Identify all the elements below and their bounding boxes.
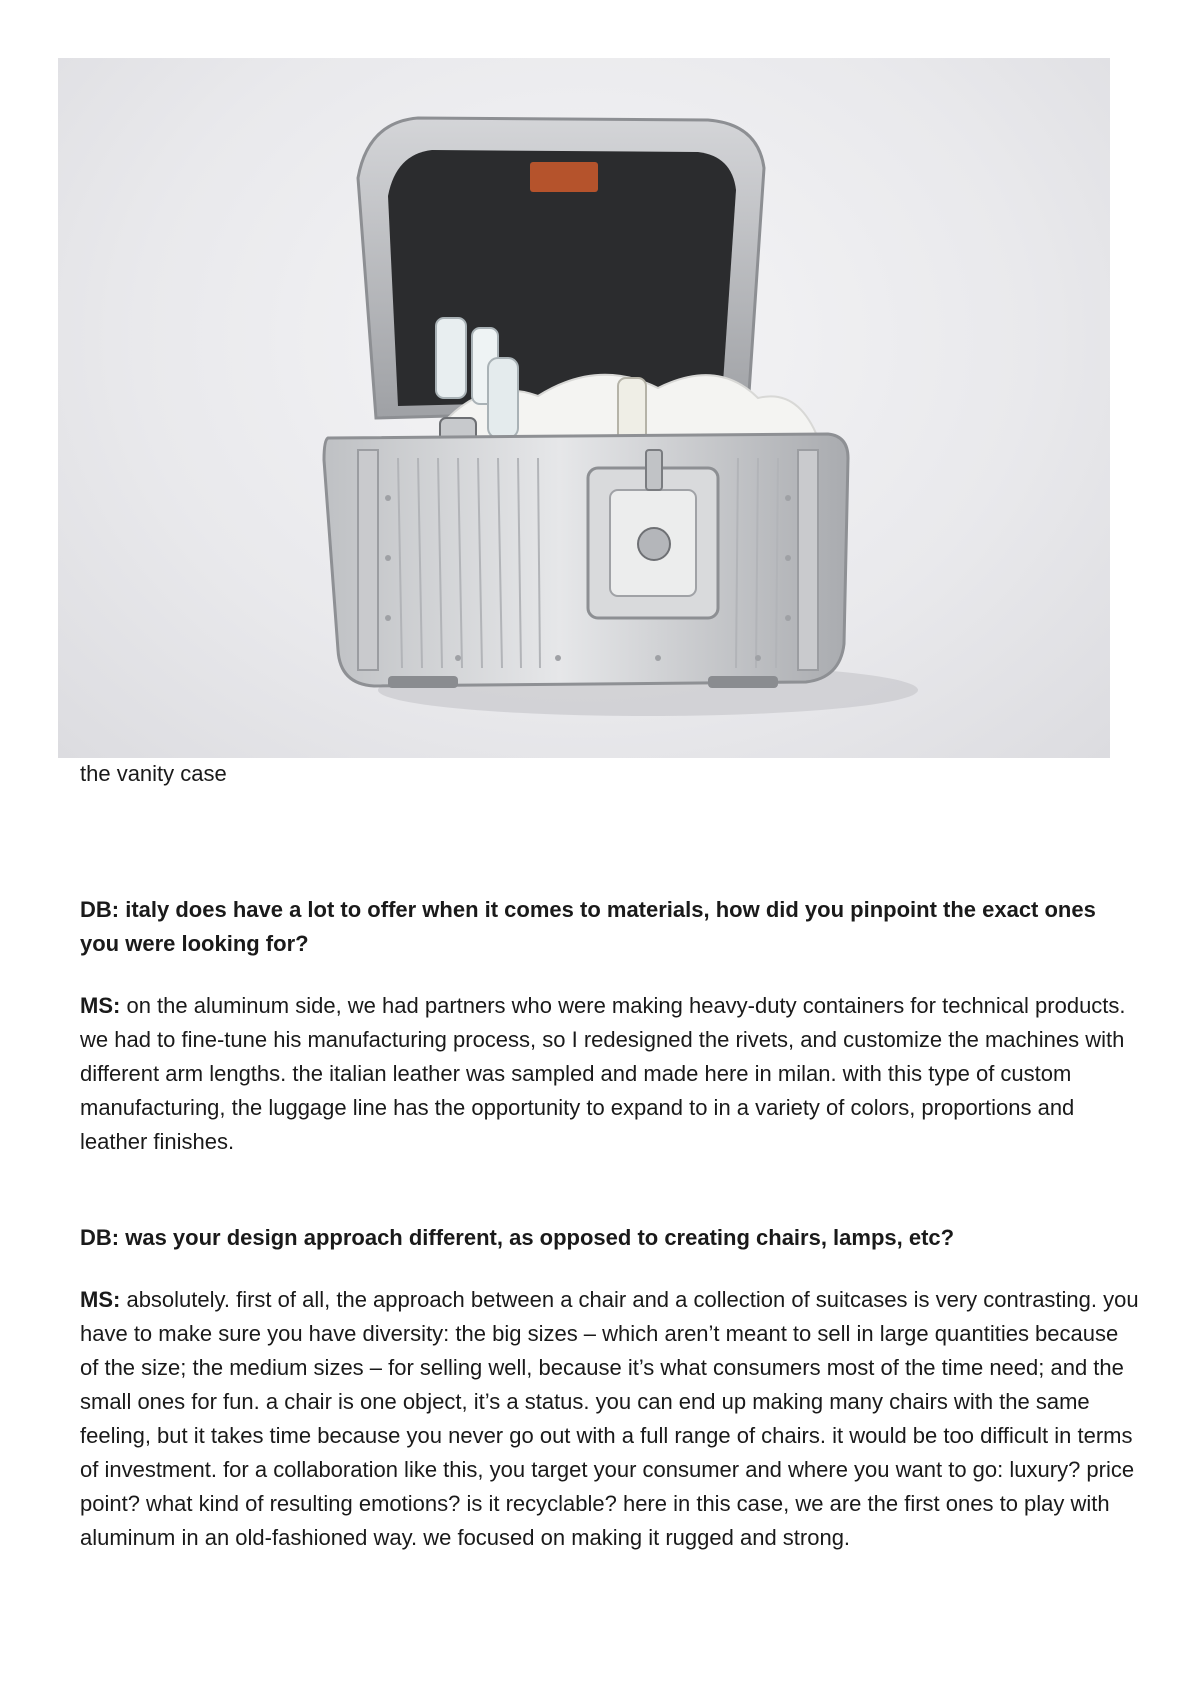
- speaker-label: MS:: [80, 993, 121, 1018]
- question-text: was your design approach different, as opposed to creating chairs, lamps, etc?: [125, 1225, 955, 1250]
- speaker-label: DB:: [80, 1225, 120, 1250]
- answer-text: on the aluminum side, we had partners who were making heavy-duty containers for technical products. we had to fine-tune his manufacturing process, so I redesigned the rivets, and customize the machines with different arm lengths. the italian leather was sampled and made here in milan. with this type of custom manufacturing, the luggage line has the opportunity to expand to in a variety of colors, proportions and leather finishes.: [80, 993, 1126, 1154]
- vanity-case-photo: [58, 58, 1110, 758]
- question-2: [80, 1221, 1140, 1255]
- photo-caption: the vanity case: [80, 761, 227, 786]
- answer-2: [80, 1283, 1140, 1555]
- speaker-label: DB:: [80, 897, 120, 922]
- answer-text: absolutely. first of all, the approach between a chair and a collection of suitcases is very contrasting. you have to make sure you have diversity: the big sizes – which aren’t meant to sell in large quantities because of the size; the medium sizes – for selling well, because it’s what consumers most of the time need; and the small ones for fun. a chair is one object, it’s a status. you can end up making many chairs with the same feeling, but it takes time because you never go out with a full range of chairs. it would be too difficult in terms of investment. for a collaboration like this, you target your consumer and where you want to go: luxury? price point? what kind of resulting emotions? is it recyclable? here in this case, we are the first ones to play with aluminum in an old-fashioned way. we focused on making it rugged and strong.: [80, 1287, 1139, 1550]
- speaker-label: MS:: [80, 1287, 121, 1312]
- vanity-case-illustration: [58, 58, 1110, 758]
- question-1: [80, 893, 1140, 961]
- question-text: italy does have a lot to offer when it comes to materials, how did you pinpoint the exact ones you were looking for?: [80, 897, 1096, 956]
- interview-body: [80, 893, 1140, 1555]
- answer-1: [80, 989, 1140, 1159]
